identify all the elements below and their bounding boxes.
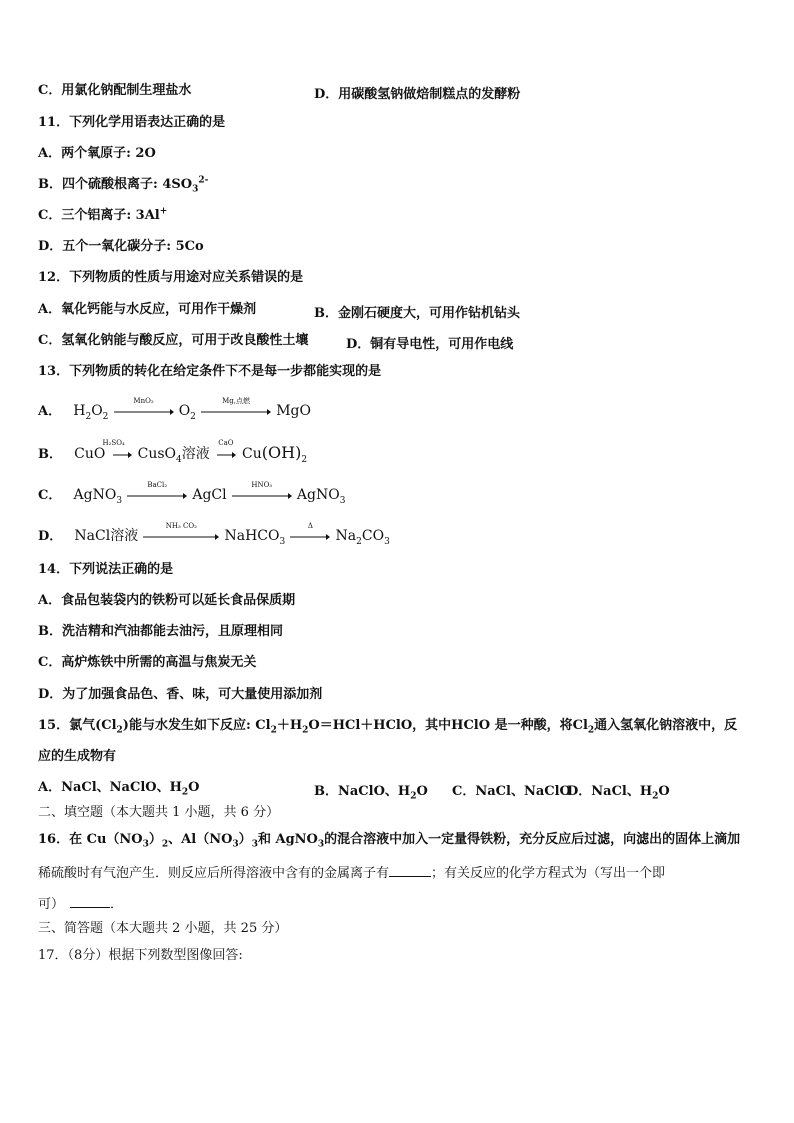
q13-option-a: A． $H_2O_2$ MnO₂ $O_2$ Mg,点燃 MgO (38, 396, 311, 422)
answer-blank[interactable] (70, 895, 110, 908)
q11-option-d: D．五个一氧化碳分子: 5Co (38, 239, 204, 254)
q12-option-c: C．氢氧化钠能与酸反应，可用于改良酸性土壤 (38, 333, 309, 348)
q16-stem-line1: 16．在 $Cu(NO_3)_2$、$Al(NO_3)_3$和 AgNO$_3$的混合溶液中加入一定量得铁粉，充分反应后过滤，向滤出的固体上滴加 (38, 832, 741, 850)
q13-option-c: C． AgNO$_3$ BaCl₂ AgCl HNO₃ AgNO$_3$ (38, 480, 346, 506)
q12-option-b: B．金刚石硬度大，可用作钻机钻头 (314, 306, 520, 321)
reaction-arrow: NH₃ CO₂ (143, 533, 219, 541)
q15-option-b: B．NaClO、$H_2O$ (314, 784, 428, 802)
reaction-arrow: Mg,点燃 (201, 408, 271, 416)
q12-option-d: D．铜有导电性，可用作电线 (346, 337, 514, 352)
q14-option-c: C．高炉炼铁中所需的高温与焦炭无关 (38, 655, 257, 670)
q14-option-b: B．洗洁精和汽油都能去油污，且原理相同 (38, 624, 283, 639)
section-heading-short-answer: 三、简答题（本大题共 2 小题，共 25 分） (38, 921, 288, 936)
q14-option-a: A．食品包装袋内的铁粉可以延长食品保质期 (38, 593, 296, 608)
q15-stem-line1: 15．氯气$(Cl_2)$能与水发生如下反应: $Cl_2+H_2O=HCl+HClO$，其中HClO 是一种酸，将$Cl_2$通入氢氧化钠溶液中，反 (38, 718, 738, 736)
q16-stem-line2: 稀硫酸时有气泡产生．则反应后所得溶液中含有的金属离子有 ；有关反应的化学方程式为（写出一个即 (38, 866, 666, 881)
reaction-arrow: H₂SO₄ (111, 451, 133, 459)
q13-option-b: B． CuO H₂SO₄ CusO$_4$溶液 CaO $Cu(OH)_2$ (38, 438, 308, 465)
q10-option-d: D．用碳酸氢钠做焙制糕点的发酵粉 (314, 87, 521, 102)
reaction-arrow: Δ (290, 533, 330, 541)
q13-stem: 13．下列物质的转化在给定条件下不是每一步都能实现的是 (38, 364, 382, 379)
reaction-arrow: CaO (215, 451, 237, 459)
reaction-arrow: BaCl₂ (127, 492, 187, 500)
option-label: A． (38, 404, 62, 419)
option-label: C． (38, 488, 62, 503)
q15-option-a: A．NaCl、NaClO、$H_2O$ (38, 780, 200, 798)
q14-stem: 14．下列说法正确的是 (38, 562, 174, 577)
q11-option-c: C．三个铝离子: 3Al+ (38, 206, 168, 223)
answer-blank[interactable] (389, 864, 431, 877)
option-label: D． (38, 529, 63, 544)
q17-stem: 17．（8分）根据下列数型图像回答: (38, 948, 243, 963)
reaction-arrow: HNO₃ (232, 492, 292, 500)
q15-stem-line2: 应的生成物有 (38, 749, 117, 764)
q11-option-a: A．两个氧原子: 2O (38, 146, 156, 161)
reaction-arrow: MnO₂ (114, 408, 174, 416)
option-label: B． (38, 447, 62, 462)
q10-option-c: C．用氯化钠配制生理盐水 (38, 83, 192, 98)
q13-option-d: D． NaCl溶液 NH₃ CO₂ NaHCO$_3$ Δ $Na_2CO_3$ (38, 521, 390, 547)
q11-stem: 11．下列化学用语表达正确的是 (38, 115, 226, 130)
q16-stem-line3: 可） ． (38, 897, 124, 912)
q11-option-b: B．四个硫酸根离子: $4SO_3^{2-}$ (38, 175, 209, 195)
q12-option-a: A．氧化钙能与水反应，可用作干燥剂 (38, 302, 257, 317)
q12-stem: 12．下列物质的性质与用途对应关系错误的是 (38, 270, 304, 285)
section-heading-fill-in: 二、填空题（本大题共 1 小题，共 6 分） (38, 805, 280, 820)
q15-option-d: D．NaCl、$H_2O$ (567, 784, 670, 802)
q14-option-d: D．为了加强食品色、香、味，可大量使用添加剂 (38, 687, 323, 702)
q15-option-c: C．NaCl、NaClO (452, 784, 571, 799)
